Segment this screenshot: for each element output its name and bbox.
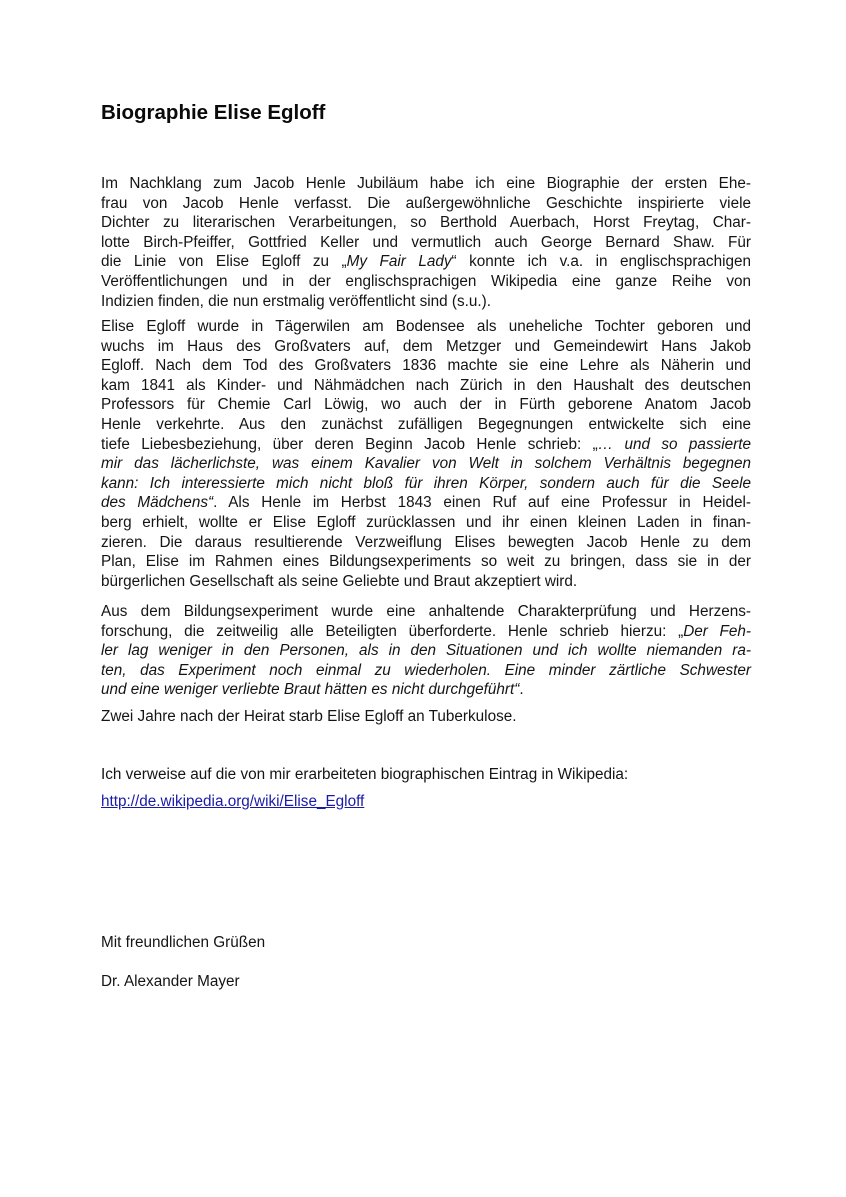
text-run: Aus dem Bildungsexperiment wurde eine anhaltende Charakterprüfung und Herzens- — [101, 603, 751, 620]
text-run: wuchs im Haus des Großvaters auf, dem Metzger und Gemeindewirt Hans Jakob — [101, 337, 751, 355]
text-line — [101, 513, 751, 533]
text-line — [101, 292, 751, 312]
quoted-text: und eine weniger verliebte Braut hätten es nicht durchgeführt“ — [101, 681, 520, 699]
text-run: Veröffentlichungen und in der englischsprachigen Wikipedia eine ganze Reihe von — [101, 272, 751, 290]
quoted-text: ten, das Experiment noch einmal zu wiederholen. Eine minder zärtliche Schwester — [101, 661, 751, 679]
text-run: die Linie von Elise Egloff zu „ — [101, 253, 347, 271]
paragraph-wikipedia-reference — [101, 765, 751, 785]
quoted-text: des Mädchens“ — [101, 494, 214, 512]
text-line — [101, 707, 751, 727]
closing-greeting: Mit freundlichen Grüßen — [101, 934, 266, 951]
text-line — [101, 233, 751, 253]
text-line — [101, 174, 751, 194]
text-run: Professors für Chemie Carl Löwig, wo auch der in Fürth geborene Anatom Jacob — [101, 396, 751, 414]
quoted-text: kann: Ich interessierte mich nicht bloß für ihren Körper, sondern auch für die Seele — [101, 474, 751, 492]
text-run: frau von Jacob Henle verfasst. Die außergewöhnliche Geschichte inspirierte viele — [101, 194, 751, 212]
document-title: Biographie Elise Egloff — [101, 101, 326, 124]
text-run: zieren. Die daraus resultierende Verzweiflung Elises bewegten Jacob Henle zu dem — [101, 533, 751, 551]
text-run: tiefe Liebesbeziehung, über deren Beginn Jacob Henle schrieb: „ — [101, 435, 598, 453]
text-run: Plan, Elise im Rahmen eines Bildungsexperiments so weit zu bringen, dass sie in der — [101, 553, 751, 571]
quoted-text: ler lag weniger in den Personen, als in den Situationen und ich wollte niemanden ra- — [101, 642, 751, 660]
quoted-text: My Fair Lady — [346, 253, 452, 271]
text-run: Egloff. Nach dem Tod des Großvaters 1836 machte sie eine Lehre als Näherin und — [101, 357, 751, 375]
text-line — [101, 474, 751, 494]
text-line — [101, 454, 751, 474]
text-line — [101, 533, 751, 553]
quoted-text: mir das lächerlichste, was einem Kavalier von Welt in solchem Verhältnis begegnen — [101, 455, 751, 473]
text-line — [101, 252, 751, 272]
text-run: Ich verweise auf die von mir erarbeiteten biographischen Eintrag in Wikipedia: — [101, 766, 629, 783]
text-run: berg erhielt, wollte er Elise Egloff zurücklassen und ihr einen kleinen Laden in finan- — [101, 513, 751, 531]
text-line — [101, 272, 751, 292]
text-run: Henle verkehrte. Aus den zunächst zufälligen Begegnungen entwickelte sich eine — [101, 415, 751, 433]
quoted-text: … und so passierte — [597, 435, 751, 453]
wikipedia-link-line — [101, 792, 364, 812]
text-run: Indizien finden, die nun erstmalig veröffentlicht sind (s.u.). — [101, 292, 491, 310]
text-line — [101, 415, 751, 435]
text-run: . — [519, 681, 524, 699]
text-line — [101, 661, 751, 681]
text-line — [101, 493, 751, 513]
text-line — [101, 194, 751, 214]
paragraph-biography — [101, 317, 751, 591]
text-line — [101, 213, 751, 233]
text-line — [101, 602, 751, 622]
paragraph-intro — [101, 174, 751, 311]
text-run: Zwei Jahre nach der Heirat starb Elise Egloff an Tuberkulose. — [101, 708, 517, 725]
text-run: “ konnte ich v.a. in englischsprachigen — [451, 253, 751, 271]
signature: Dr. Alexander Mayer — [101, 973, 240, 990]
text-line — [101, 572, 751, 592]
text-line — [101, 337, 751, 357]
text-run: lotte Birch-Pfeiffer, Gottfried Keller und vermutlich auch George Bernard Shaw. Für — [101, 233, 751, 251]
text-run: bürgerlichen Gesellschaft als seine Geliebte und Braut akzeptiert wird. — [101, 572, 578, 590]
wikipedia-link[interactable]: http://de.wikipedia.org/wiki/Elise_Egloff — [101, 793, 365, 810]
text-line — [101, 765, 751, 785]
paragraph-education-experiment — [101, 602, 751, 700]
text-line — [101, 680, 751, 700]
text-line — [101, 552, 751, 572]
paragraph-death — [101, 707, 751, 727]
text-line — [101, 376, 751, 396]
text-line — [101, 356, 751, 376]
text-line — [101, 622, 751, 642]
text-run: Dichter zu literarischen Verarbeitungen, so Berthold Auerbach, Horst Freytag, Char- — [101, 214, 751, 232]
text-line — [101, 641, 751, 661]
text-line — [101, 395, 751, 415]
text-run: forschung, die zeitweilig alle Beteiligten überforderte. Henle schrieb hierzu: „ — [101, 622, 684, 640]
text-line — [101, 435, 751, 455]
text-run: Im Nachklang zum Jacob Henle Jubiläum habe ich eine Biographie der ersten Ehe- — [101, 175, 751, 192]
text-run: . Als Henle im Herbst 1843 einen Ruf auf eine Professur in Heidel- — [213, 494, 751, 512]
text-run: kam 1841 als Kinder- und Nähmädchen nach Zürich in den Haushalt des deutschen — [101, 376, 751, 394]
quoted-text: Der Feh- — [683, 622, 751, 640]
text-run: Elise Egloff wurde in Tägerwilen am Bodensee als uneheliche Tochter geboren und — [101, 318, 751, 335]
text-line — [101, 317, 751, 337]
